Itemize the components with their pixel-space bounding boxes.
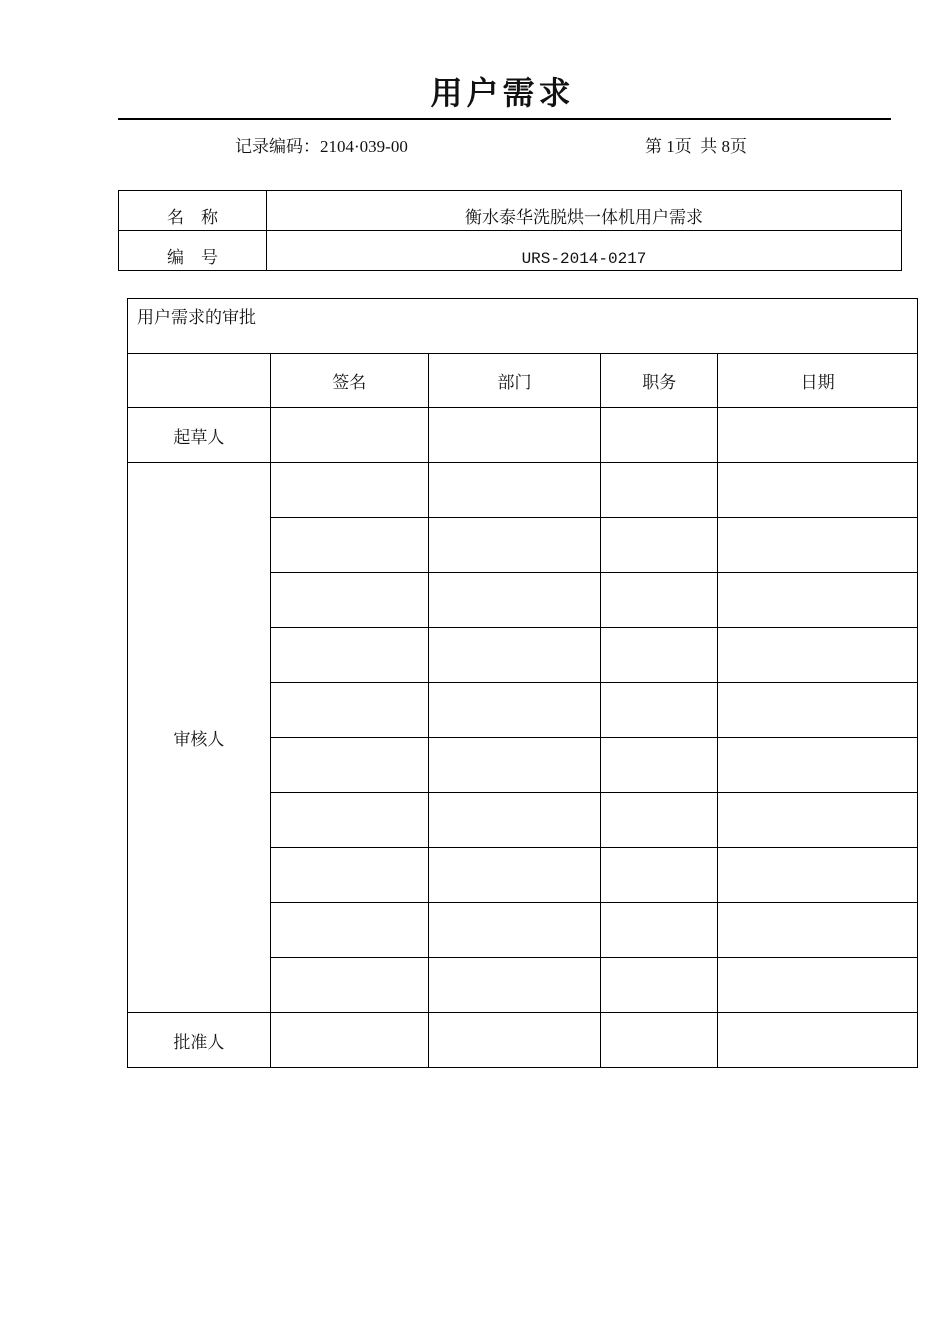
- approver-label: 批准人: [128, 1013, 271, 1068]
- approval-caption: 用户需求的审批: [128, 299, 918, 354]
- header-department: 部门: [428, 354, 601, 408]
- name-value: 衡水泰华洗脱烘一体机用户需求: [267, 191, 902, 231]
- reviewer-signature-cell[interactable]: [270, 683, 428, 738]
- header-signature: 签名: [270, 354, 428, 408]
- reviewer-signature-cell[interactable]: [270, 793, 428, 848]
- number-value: URS-2014-0217: [267, 231, 902, 271]
- reviewer-label: 审核人: [128, 463, 271, 1013]
- reviewer-department-cell[interactable]: [428, 518, 601, 573]
- reviewer-signature-cell[interactable]: [270, 518, 428, 573]
- reviewer-signature-cell[interactable]: [270, 738, 428, 793]
- reviewer-date-cell[interactable]: [718, 628, 918, 683]
- reviewer-position-cell[interactable]: [601, 463, 718, 518]
- reviewer-date-cell[interactable]: [718, 903, 918, 958]
- reviewer-department-cell[interactable]: [428, 628, 601, 683]
- approver-row: [128, 1013, 918, 1068]
- reviewer-department-cell[interactable]: [428, 903, 601, 958]
- name-row: [119, 191, 902, 231]
- drafter-position-cell[interactable]: [601, 408, 718, 463]
- reviewer-signature-cell[interactable]: [270, 573, 428, 628]
- reviewer-department-cell[interactable]: [428, 573, 601, 628]
- drafter-signature-cell[interactable]: [270, 408, 428, 463]
- header-role: [128, 354, 271, 408]
- reviewer-date-cell[interactable]: [718, 958, 918, 1013]
- number-label: 编 号: [119, 231, 267, 271]
- reviewer-signature-cell[interactable]: [270, 463, 428, 518]
- reviewer-date-cell[interactable]: [718, 793, 918, 848]
- reviewer-date-cell[interactable]: [718, 518, 918, 573]
- reviewer-position-cell[interactable]: [601, 848, 718, 903]
- reviewer-date-cell[interactable]: [718, 848, 918, 903]
- reviewer-position-cell[interactable]: [601, 683, 718, 738]
- reviewer-position-cell[interactable]: [601, 793, 718, 848]
- reviewer-date-cell[interactable]: [718, 738, 918, 793]
- drafter-label: 起草人: [128, 408, 271, 463]
- reviewer-signature-cell[interactable]: [270, 903, 428, 958]
- reviewer-position-cell[interactable]: [601, 738, 718, 793]
- reviewer-department-cell[interactable]: [428, 683, 601, 738]
- reviewer-row: [128, 463, 918, 518]
- info-table: [118, 190, 902, 271]
- approver-signature-cell[interactable]: [270, 1013, 428, 1068]
- title-divider: [118, 118, 891, 120]
- name-label: 名 称: [119, 191, 267, 231]
- drafter-date-cell[interactable]: [718, 408, 918, 463]
- approval-caption-row: [128, 299, 918, 354]
- header-date: 日期: [718, 354, 918, 408]
- approval-table: [127, 298, 918, 1068]
- reviewer-position-cell[interactable]: [601, 903, 718, 958]
- page-info: 第 1页 共 8页: [645, 137, 747, 156]
- reviewer-date-cell[interactable]: [718, 463, 918, 518]
- drafter-row: [128, 408, 918, 463]
- reviewer-department-cell[interactable]: [428, 848, 601, 903]
- reviewer-position-cell[interactable]: [601, 518, 718, 573]
- reviewer-position-cell[interactable]: [601, 573, 718, 628]
- reviewer-department-cell[interactable]: [428, 463, 601, 518]
- reviewer-department-cell[interactable]: [428, 958, 601, 1013]
- reviewer-department-cell[interactable]: [428, 793, 601, 848]
- reviewer-position-cell[interactable]: [601, 628, 718, 683]
- reviewer-date-cell[interactable]: [718, 683, 918, 738]
- reviewer-date-cell[interactable]: [718, 573, 918, 628]
- approver-department-cell[interactable]: [428, 1013, 601, 1068]
- reviewer-signature-cell[interactable]: [270, 958, 428, 1013]
- drafter-department-cell[interactable]: [428, 408, 601, 463]
- reviewer-position-cell[interactable]: [601, 958, 718, 1013]
- header-position: 职务: [601, 354, 718, 408]
- record-code: 记录编码：2104·039-00: [235, 137, 408, 156]
- reviewer-signature-cell[interactable]: [270, 628, 428, 683]
- approval-header-row: [128, 354, 918, 408]
- reviewer-signature-cell[interactable]: [270, 848, 428, 903]
- approver-date-cell[interactable]: [718, 1013, 918, 1068]
- approver-position-cell[interactable]: [601, 1013, 718, 1068]
- number-row: [119, 231, 902, 271]
- reviewer-department-cell[interactable]: [428, 738, 601, 793]
- document-title: 用户需求: [430, 74, 575, 112]
